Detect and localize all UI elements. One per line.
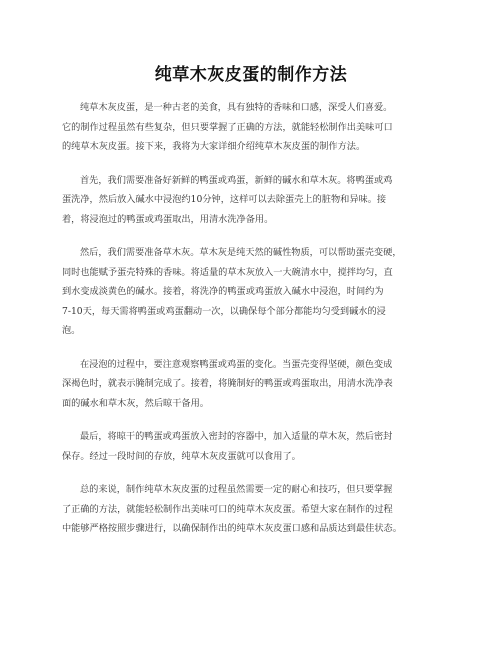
paragraph-line: 首先，我们需要准备好新鲜的鸭蛋或鸡蛋，新鲜的碱水和草木灰。将鸭蛋或鸡 xyxy=(80,174,393,186)
paragraph-line: 它的制作过程虽然有些复杂，但只要掌握了正确的方法，就能轻松制作出美味可口 xyxy=(62,121,393,133)
paragraph-line: 蛋洗净，然后放入碱水中浸泡约10分钟，这样可以去除蛋壳上的脏物和异味。接 xyxy=(62,194,387,205)
paragraph-line: 到水变成淡黄色的碱水。接着，将洗净的鸭蛋或鸡蛋放入碱水中浸泡，时间约为 xyxy=(62,286,384,297)
paragraph-line: 深褐色时，就表示腌制完成了。接着，将腌制好的鸭蛋或鸡蛋取出，用清水洗净表 xyxy=(62,378,393,389)
document-title: 纯草木灰皮蛋的制作方法 xyxy=(154,65,348,85)
paragraph-line: 同时也能赋予蛋壳特殊的香味。将适量的草木灰放入一大碗清水中，搅拌均匀，直 xyxy=(62,266,393,278)
paragraph-line: 7-10天，每天需将鸭蛋或鸡蛋翻动一次，以确保每个部分都能均匀受到碱水的浸 xyxy=(62,305,386,317)
paragraph-line: 中能够严格按照步骤进行，以确保制作出的纯草木灰皮蛋口感和品质达到最佳状态。 xyxy=(62,523,402,534)
paragraph-line: 着，将浸泡过的鸭蛋或鸡蛋取出，用清水洗净备用。 xyxy=(62,213,274,225)
paragraph-line: 然后，我们需要准备草木灰。草木灰是纯天然的碱性物质，可以帮助蛋壳变硬， xyxy=(80,247,402,258)
paragraph-step-store xyxy=(62,427,442,466)
paragraph-line: 总的来说，制作纯草木灰皮蛋的过程虽然需要一定的耐心和技巧，但只要掌握 xyxy=(80,484,393,495)
paragraph-step-prepare-ash xyxy=(62,243,442,341)
paragraph-line: 面的碱水和草木灰，然后晾干备用。 xyxy=(62,397,209,409)
paragraph-line: 在浸泡的过程中，要注意观察鸭蛋或鸡蛋的变化。当蛋壳变得坚硬，颜色变成 xyxy=(80,358,393,370)
paragraph-line: 泡。 xyxy=(62,325,81,336)
paragraph-summary xyxy=(62,480,442,539)
paragraph-step-prepare-eggs xyxy=(62,171,442,230)
paragraph-line: 的纯草木灰皮蛋。接下来，我将为大家详细介绍纯草木灰皮蛋的制作方法。 xyxy=(62,141,366,152)
paragraph-intro xyxy=(62,98,442,157)
paragraph-step-observe xyxy=(62,355,442,414)
paragraph-line: 纯草木灰皮蛋，是一种古老的美食，具有独特的香味和口感，深受人们喜爱。 xyxy=(80,102,393,113)
paragraph-line: 保存。经过一段时间的存放，纯草木灰皮蛋就可以食用了。 xyxy=(62,450,301,462)
paragraph-line: 最后，将晾干的鸭蛋或鸡蛋放入密封的容器中，加入适量的草木灰，然后密封 xyxy=(80,431,393,442)
document-body xyxy=(62,98,442,553)
paragraph-line: 了正确的方法，就能轻松制作出美味可口的纯草木灰皮蛋。希望大家在制作的过程 xyxy=(62,503,393,515)
